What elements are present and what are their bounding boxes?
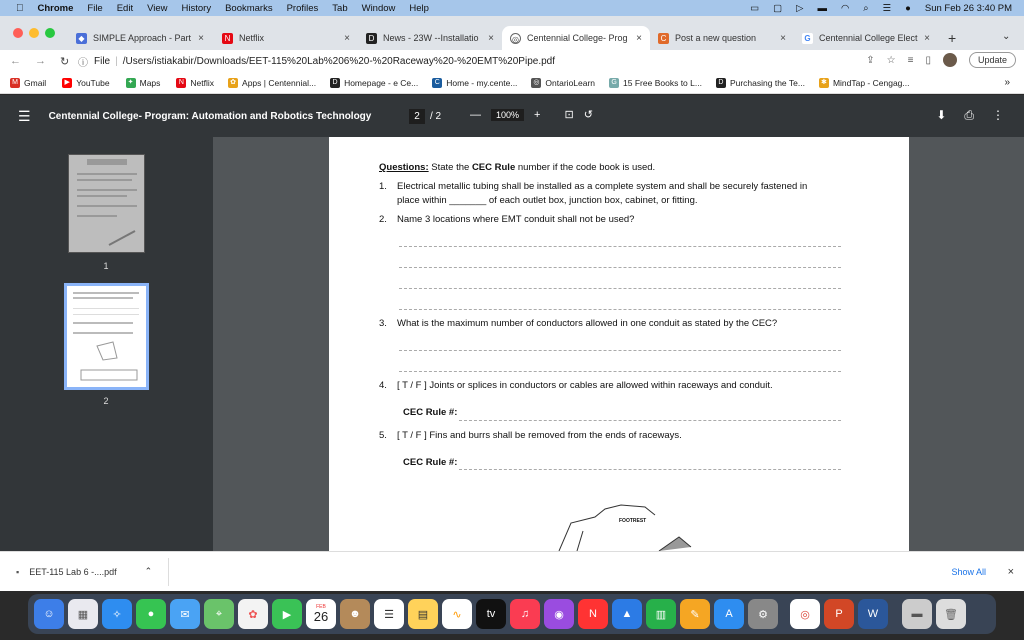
- mail-icon[interactable]: ✉: [170, 599, 200, 629]
- pdf-toolbar: [0, 95, 1024, 137]
- question-text: Electrical metallic tubing shall be installed as a complete system and shall be securely fastened in: [397, 181, 808, 192]
- zoom-out-icon[interactable]: —: [470, 108, 481, 121]
- address-bar[interactable]: [78, 52, 848, 70]
- questions-label: Questions:: [379, 162, 429, 173]
- question-text: place within _______ of each outlet box, junction box, cabinet, or fitting.: [397, 195, 698, 206]
- share-icon[interactable]: ⇪: [866, 54, 875, 66]
- pdf-viewer[interactable]: [213, 137, 1024, 551]
- pdf-title: Centennial College- Program: Automation and Robotics Technology: [48, 110, 372, 122]
- page-total: / 2: [430, 111, 442, 122]
- question-text: [ T / F ] Joints or splices in conductors or cables are allowed within raceways and conduit.: [397, 380, 773, 391]
- reminders-icon[interactable]: ☰: [374, 599, 404, 629]
- calendar-day: 26: [313, 609, 329, 624]
- question-number: 2.: [379, 214, 387, 225]
- youtube-icon: ▶: [62, 78, 72, 88]
- header-text: State the: [428, 162, 472, 173]
- rotate-icon[interactable]: ↺: [583, 109, 593, 121]
- menu-app-name[interactable]: Chrome: [30, 2, 66, 14]
- menubar-clock[interactable]: Sun Feb 26 3:40 PM: [924, 2, 1012, 14]
- close-tab-icon[interactable]: ×: [924, 32, 930, 44]
- keynote-icon[interactable]: ▲: [612, 599, 642, 629]
- cec-rule-bold: CEC Rule: [471, 162, 516, 173]
- tab-search-chevron-icon[interactable]: ⌄: [1002, 31, 1011, 42]
- tab-label: News - 23W --Installatio: [383, 33, 479, 43]
- minimize-window-button[interactable]: [29, 28, 39, 38]
- facetime-icon[interactable]: ▶: [272, 599, 302, 629]
- bookmark-label: YouTube: [76, 77, 110, 88]
- zoom-in-icon[interactable]: +: [534, 108, 541, 121]
- menu-hamburger-icon[interactable]: ☰: [18, 107, 31, 124]
- tv-label: tv: [486, 608, 496, 620]
- footrest-label: FOOTREST: [619, 518, 647, 524]
- system-settings-icon[interactable]: ⚙: [748, 599, 778, 629]
- question-number: 1.: [379, 181, 387, 192]
- globe-icon: ◎: [510, 33, 521, 44]
- tab-simple-approach[interactable]: [68, 26, 212, 50]
- close-tab-icon[interactable]: ×: [198, 32, 204, 44]
- maps-icon[interactable]: ⌖: [204, 599, 234, 629]
- answer-line: [459, 420, 841, 421]
- info-icon[interactable]: ⓘ: [78, 57, 88, 69]
- bookmark-homepage-ecentennial[interactable]: [330, 78, 418, 88]
- page-2-thumbnail[interactable]: [64, 283, 149, 390]
- url-separator: |: [115, 55, 118, 67]
- question-text: [ T / F ] Fins and burrs shall be removed from the ends of raceways.: [397, 430, 682, 441]
- bookmark-label: Homepage - e Ce...: [344, 77, 419, 88]
- bookmark-label: MindTap - Cengag...: [832, 77, 910, 88]
- close-tab-icon[interactable]: ×: [636, 32, 642, 44]
- bookmark-mindtap[interactable]: [819, 78, 910, 88]
- fit-page-icon[interactable]: ⊡: [564, 109, 574, 121]
- search-icon[interactable]: ⌕: [863, 2, 869, 14]
- page-1-thumbnail[interactable]: [68, 154, 145, 253]
- netflix-icon: N: [176, 78, 186, 88]
- bookmark-my-centennial[interactable]: [432, 78, 517, 88]
- tab-strip: [0, 16, 1024, 50]
- gmail-icon: M: [10, 78, 20, 88]
- menu-view[interactable]: View: [139, 2, 161, 14]
- powerpoint-icon[interactable]: P: [824, 599, 854, 629]
- podcasts-icon[interactable]: ◉: [544, 599, 574, 629]
- sidepanel-icon[interactable]: ▯: [925, 54, 931, 66]
- chegg-icon: C: [658, 33, 669, 44]
- bookmark-label: Purchasing the Te...: [729, 77, 805, 88]
- divider: [168, 558, 169, 586]
- menu-edit[interactable]: Edit: [109, 2, 126, 14]
- display-icon[interactable]: ▭: [750, 2, 760, 14]
- cec-rule-label: CEC Rule #:: [403, 457, 458, 468]
- forward-icon[interactable]: →: [35, 54, 46, 67]
- appstore-icon[interactable]: A: [714, 599, 744, 629]
- tab-favicon-icon: ◆: [76, 33, 87, 44]
- new-tab-icon[interactable]: +: [948, 30, 957, 46]
- tab-chegg[interactable]: [650, 26, 794, 50]
- zoom-level-input[interactable]: 100%: [491, 109, 524, 121]
- pdf-file-icon: ▪: [16, 566, 20, 577]
- centennial-icon: C: [432, 78, 442, 88]
- question-number: 5.: [379, 430, 387, 441]
- bookmark-netflix[interactable]: [176, 78, 214, 88]
- finder-icon[interactable]: ☺: [34, 599, 64, 629]
- tab-label: Centennial College- Prog: [527, 33, 628, 43]
- page-2-label: 2: [103, 396, 109, 406]
- word-icon[interactable]: W: [858, 599, 888, 629]
- url-text[interactable]: /Users/istiakabir/Downloads/EET-115%20Lab%206%20-%20Raceway%20-%20EMT%20Pipe.pdf: [122, 55, 555, 67]
- download-item[interactable]: EET-115 Lab 6 -....pdf: [29, 566, 117, 577]
- bookmark-youtube[interactable]: [62, 78, 109, 88]
- answer-line: [399, 246, 841, 247]
- bookmark-label: Apps | Centennial...: [242, 77, 317, 88]
- netflix-icon: N: [222, 33, 233, 44]
- bookmark-label: Netflix: [190, 77, 215, 88]
- apple-icon[interactable]: [16, 3, 24, 14]
- calendar-month: FEB: [316, 604, 326, 610]
- menu-bookmarks[interactable]: Bookmarks: [217, 2, 266, 14]
- zoom-window-button[interactable]: [45, 28, 55, 38]
- avatar[interactable]: [943, 53, 957, 67]
- answer-line: [459, 469, 841, 470]
- menu-tab[interactable]: Tab: [324, 2, 341, 14]
- menu-history[interactable]: History: [174, 2, 204, 14]
- answer-line: [399, 267, 841, 268]
- header-rest: number if the code book is used.: [515, 162, 656, 173]
- tab-centennial-pdf[interactable]: [502, 26, 650, 50]
- bookmark-label: Home - my.cente...: [446, 77, 518, 88]
- google-icon: G: [802, 33, 813, 44]
- more-options-icon[interactable]: ⋮: [992, 108, 1004, 122]
- tab-google[interactable]: [794, 26, 938, 50]
- question-text: Name 3 locations where EMT conduit shall not be used?: [397, 214, 635, 225]
- play-icon[interactable]: ▷: [796, 2, 804, 14]
- books-icon: G: [609, 78, 619, 88]
- pdf-page: [329, 137, 909, 551]
- answer-line: [399, 350, 841, 351]
- macos-dock: [28, 594, 996, 634]
- thumbnail-preview: [67, 286, 146, 387]
- bookmark-free-books[interactable]: [609, 78, 702, 88]
- control-center-icon[interactable]: ☰: [882, 2, 892, 14]
- bookmarks-bar: [0, 72, 1024, 94]
- tab-label: Centennial College Elect: [819, 33, 918, 43]
- siri-icon[interactable]: ●: [905, 2, 911, 14]
- bookmark-star-icon[interactable]: ☆: [886, 54, 896, 66]
- bookmark-label: Gmail: [24, 77, 47, 88]
- bookmark-label: Maps: [139, 77, 161, 88]
- calendar-icon[interactable]: [306, 599, 336, 629]
- bookmark-label: OntarioLearn: [545, 77, 596, 88]
- question-number: 4.: [379, 380, 387, 391]
- mindtap-icon: ✱: [819, 78, 829, 88]
- answer-line: [399, 371, 841, 372]
- notes-icon[interactable]: ▤: [408, 599, 438, 629]
- tab-label: Post a new question: [675, 33, 757, 43]
- photos-icon[interactable]: ✿: [238, 599, 268, 629]
- bookmark-ontariolearn[interactable]: [531, 78, 595, 88]
- globe-icon: ◎: [533, 78, 540, 86]
- bookmark-label: 15 Free Books to L...: [623, 77, 702, 88]
- reload-icon[interactable]: ↻: [60, 55, 70, 68]
- bookmark-purchasing[interactable]: [716, 78, 805, 88]
- more-bookmarks-icon[interactable]: »: [1004, 77, 1010, 88]
- news-icon[interactable]: N: [578, 599, 608, 629]
- print-icon[interactable]: ⎙: [964, 108, 974, 122]
- answer-line: [399, 309, 841, 310]
- battery-icon[interactable]: ▬: [817, 2, 827, 14]
- maps-icon: ✦: [126, 78, 136, 88]
- thumbnail-preview: [69, 155, 146, 254]
- wifi-icon[interactable]: ◠: [840, 2, 850, 14]
- thumbnail-sidebar: [0, 137, 213, 551]
- bookmark-maps[interactable]: [126, 78, 161, 88]
- tab-label: Netflix: [239, 33, 265, 43]
- appletv-icon[interactable]: [476, 599, 506, 629]
- questions-header: [379, 161, 655, 175]
- back-icon[interactable]: ←: [10, 54, 21, 67]
- close-window-button[interactable]: [13, 28, 23, 38]
- answer-line: [399, 288, 841, 289]
- d2l-icon: D: [366, 33, 377, 44]
- pages-icon[interactable]: ✎: [680, 599, 710, 629]
- downloads-stack-icon[interactable]: ▬: [902, 599, 932, 629]
- url-scheme-label: File: [94, 55, 111, 67]
- show-all-button[interactable]: Show All: [951, 566, 986, 577]
- tab-label: SIMPLE Approach - Part: [93, 33, 192, 43]
- tab-netflix[interactable]: [214, 26, 358, 50]
- menu-window[interactable]: Window: [354, 2, 388, 14]
- close-downloads-icon[interactable]: ×: [1007, 565, 1014, 578]
- launchpad-icon[interactable]: ▦: [68, 599, 98, 629]
- page-number-input[interactable]: 2: [409, 109, 425, 124]
- close-tab-icon[interactable]: ×: [344, 32, 350, 44]
- download-icon[interactable]: ⬇: [936, 108, 947, 122]
- d2l-icon: D: [716, 78, 726, 88]
- update-button[interactable]: Update: [969, 52, 1016, 68]
- close-tab-icon[interactable]: ×: [488, 32, 494, 44]
- messages-icon[interactable]: ●: [136, 599, 166, 629]
- downloads-bar: [0, 551, 1024, 591]
- page-1-label: 1: [103, 261, 109, 271]
- bookmark-apps-centennial[interactable]: [228, 78, 316, 88]
- close-tab-icon[interactable]: ×: [780, 32, 786, 44]
- menu-help[interactable]: Help: [401, 2, 422, 14]
- window-controls: [13, 28, 55, 38]
- bookmark-gmail[interactable]: [10, 78, 46, 88]
- chevron-up-icon[interactable]: ⌃: [144, 566, 153, 576]
- footrest-figure: [549, 503, 709, 551]
- tab-news[interactable]: [358, 26, 502, 50]
- apps-icon: ✿: [228, 78, 238, 88]
- trash-icon[interactable]: 🗑: [936, 599, 966, 629]
- question-number: 3.: [379, 318, 387, 329]
- safari-icon[interactable]: ✧: [102, 599, 132, 629]
- chrome-icon[interactable]: ◎: [790, 599, 820, 629]
- numbers-icon[interactable]: ▥: [646, 599, 676, 629]
- question-text: What is the maximum number of conductors allowed in one conduit as stated by the CEC?: [397, 318, 778, 329]
- freeform-icon[interactable]: ∿: [442, 599, 472, 629]
- d2l-icon: D: [330, 78, 340, 88]
- music-icon[interactable]: ♫: [510, 599, 540, 629]
- contacts-icon[interactable]: ☻: [340, 599, 370, 629]
- screen-mirror-icon[interactable]: ▢: [773, 2, 783, 14]
- menu-profiles[interactable]: Profiles: [279, 2, 311, 14]
- reading-list-icon[interactable]: ≡: [907, 54, 914, 66]
- menu-file[interactable]: File: [79, 2, 96, 14]
- cec-rule-label: CEC Rule #:: [403, 407, 458, 418]
- toolbar: [0, 50, 1024, 72]
- macos-menubar: [0, 0, 1024, 16]
